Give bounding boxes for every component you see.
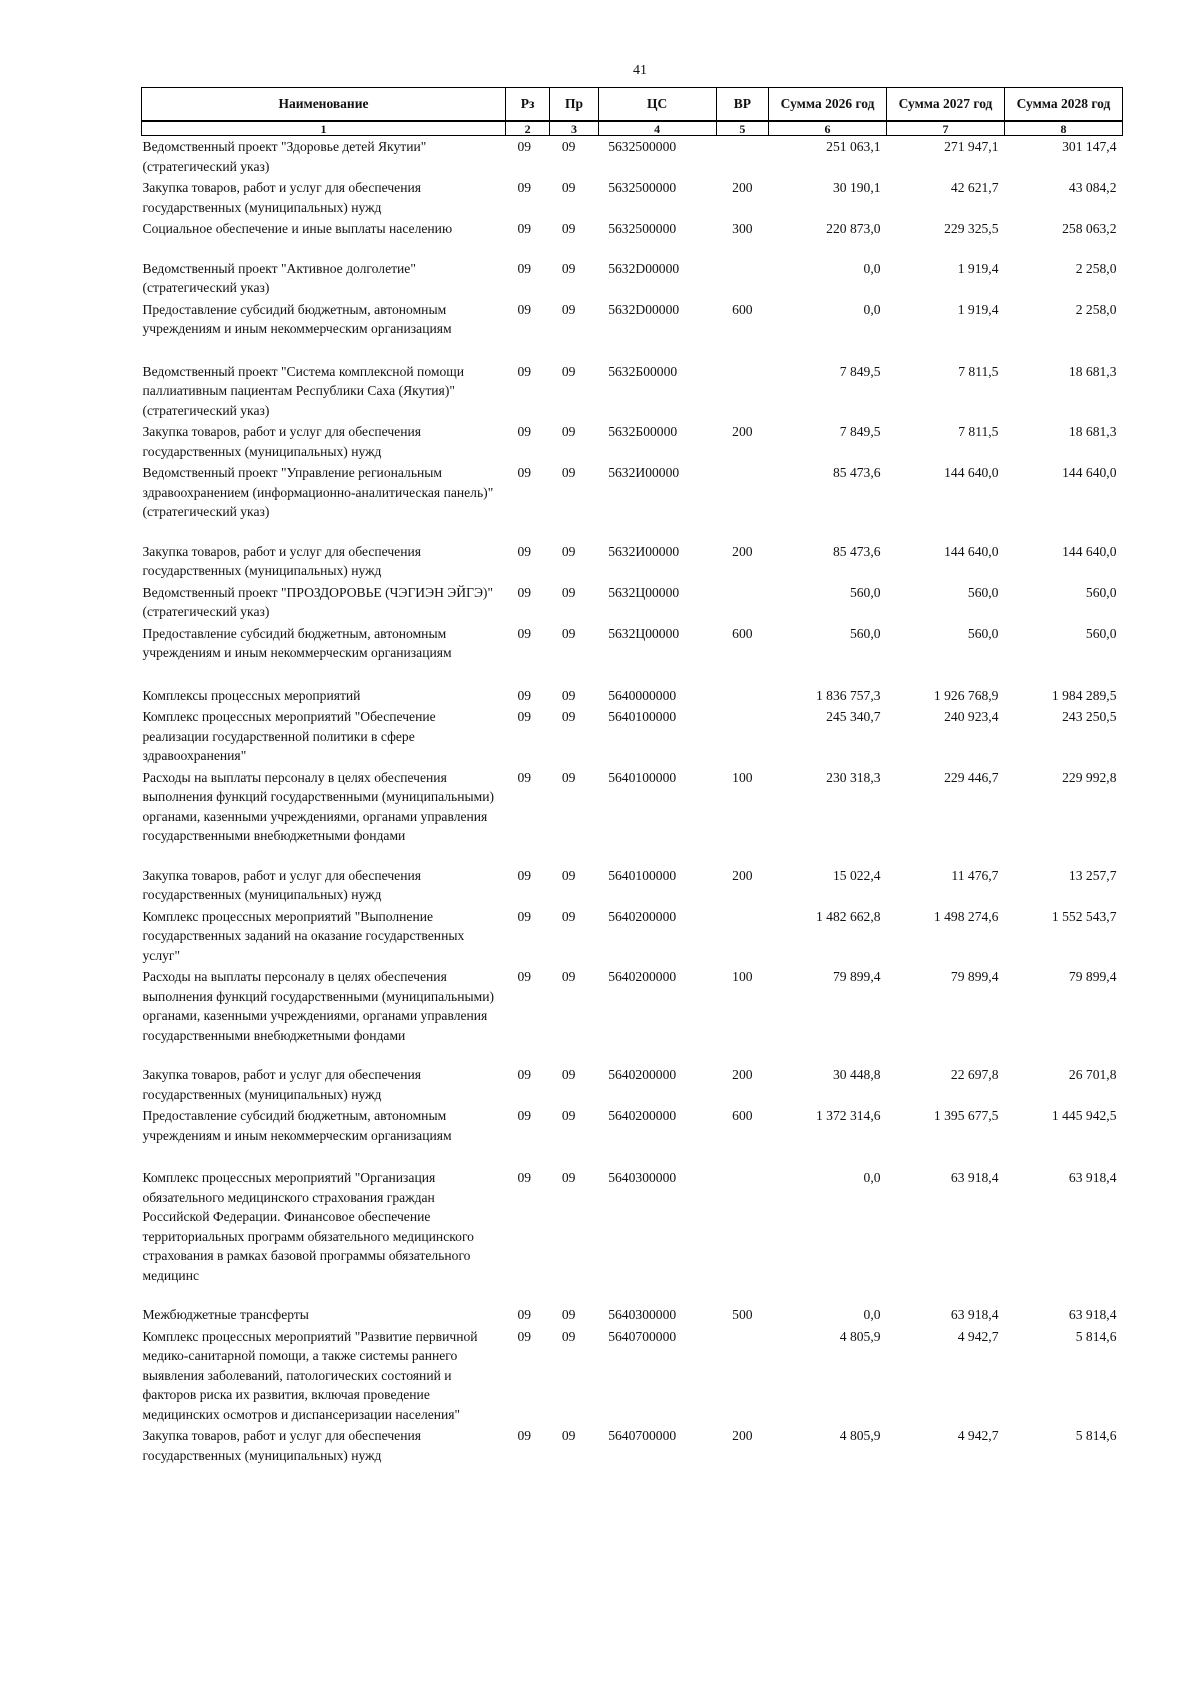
row-sum-2026: 0,0 (863, 1170, 881, 1185)
table-row (142, 865, 1123, 906)
row-cs: 5640700000 (608, 1428, 677, 1443)
row-cs: 5640200000 (608, 908, 677, 924)
row-vr (716, 1326, 768, 1426)
row-sum-2026: 79 899,4 (832, 969, 881, 984)
table-row (142, 966, 1123, 1064)
row-sum-2028: 301 147,4 (1062, 139, 1117, 154)
row-name: Закупка товаров, работ и услуг для обеспечения государственных (муниципальных) нужд (142, 424, 421, 459)
row-name: Закупка товаров, работ и услуг для обеспечения государственных (муниципальных) нужд (142, 180, 421, 215)
row-name: Закупка товаров, работ и услуг для обеспечения государственных (муниципальных) нужд (142, 1067, 421, 1102)
row-rz: 09 (517, 584, 532, 600)
row-sum-2027: 560,0 (967, 625, 999, 641)
row-vr (716, 706, 768, 767)
row-vr: 200 (732, 1428, 753, 1443)
row-rz: 09 (517, 465, 532, 480)
row-sum-2027: 1 498 274,6 (933, 908, 999, 924)
header-sum-2026: Сумма 2026 год (769, 88, 887, 122)
row-cs: 5640200000 (608, 1108, 677, 1123)
row-sum-2028: 560,0 (1085, 625, 1117, 641)
row-name: Ведомственный проект "Система комплексной помощи паллиативным пациентам Республики Саха (Якутия)" (стратегический указ) (142, 363, 464, 418)
row-vr (716, 906, 768, 967)
row-name: Предоставление субсидий бюджетным, автономным учреждениям и иным некоммерческим организациям (142, 1108, 452, 1143)
row-pr: 09 (561, 867, 576, 883)
column-number: 5 (716, 121, 768, 136)
row-vr: 200 (732, 867, 753, 883)
header-sum-2027: Сумма 2027 год (887, 88, 1005, 122)
row-name: Межбюджетные трансферты (142, 1307, 309, 1322)
row-vr (716, 361, 768, 422)
row-cs: 5632D00000 (608, 301, 680, 317)
header-sum-2028: Сумма 2028 год (1004, 88, 1122, 122)
table-row (142, 1425, 1123, 1466)
row-sum-2028: 144 640,0 (1062, 543, 1117, 559)
table-row (142, 421, 1123, 462)
row-sum-2028: 560,0 (1085, 584, 1117, 600)
header-pr: Пр (550, 88, 598, 122)
row-pr: 09 (561, 625, 576, 641)
row-pr: 09 (561, 769, 576, 785)
row-sum-2027: 144 640,0 (944, 465, 999, 480)
row-sum-2028: 13 257,7 (1068, 867, 1117, 883)
table-row (142, 1105, 1123, 1167)
row-vr: 100 (732, 769, 753, 785)
table-row (142, 706, 1123, 767)
row-cs: 5632Ц00000 (608, 625, 680, 641)
row-sum-2027: 4 942,7 (957, 1328, 999, 1344)
row-cs: 5640200000 (608, 969, 677, 984)
row-sum-2028: 63 918,4 (1068, 1307, 1117, 1322)
row-sum-2027: 79 899,4 (950, 969, 999, 984)
row-vr: 600 (732, 1108, 753, 1123)
row-sum-2027: 11 476,7 (951, 867, 999, 883)
row-pr: 09 (561, 687, 576, 703)
row-name: Комплекс процессных мероприятий "Обеспечение реализации государственной политики в сфере здравоохранения" (142, 709, 436, 763)
row-rz: 09 (517, 1067, 532, 1082)
row-sum-2026: 1 836 757,3 (815, 687, 881, 703)
row-vr: 200 (732, 180, 753, 195)
row-rz: 09 (517, 139, 532, 154)
row-sum-2028: 5 814,6 (1075, 1428, 1117, 1443)
row-pr: 09 (561, 221, 576, 236)
row-pr: 09 (561, 180, 576, 195)
row-vr: 500 (732, 1307, 753, 1322)
table-row (142, 1304, 1123, 1326)
row-sum-2027: 1 926 768,9 (933, 687, 999, 703)
row-sum-2026: 85 473,6 (832, 543, 881, 559)
row-rz: 09 (517, 1328, 532, 1344)
table-body (142, 136, 1123, 1467)
row-sum-2026: 0,0 (863, 1307, 881, 1322)
row-vr: 200 (732, 424, 753, 439)
row-pr: 09 (561, 1307, 576, 1322)
row-sum-2027: 229 325,5 (944, 221, 999, 236)
row-sum-2028: 1 984 289,5 (1051, 687, 1117, 703)
row-sum-2027: 63 918,4 (950, 1170, 999, 1185)
row-rz: 09 (517, 908, 532, 924)
row-sum-2026: 4 805,9 (839, 1428, 881, 1443)
row-sum-2026: 30 190,1 (832, 180, 881, 195)
row-cs: 5640300000 (608, 1170, 677, 1185)
row-cs: 5632Б00000 (608, 363, 678, 379)
row-pr: 09 (561, 363, 576, 379)
row-pr: 09 (561, 1170, 576, 1185)
table-row (142, 906, 1123, 967)
row-vr (716, 685, 768, 707)
budget-table (141, 87, 1123, 1466)
row-sum-2026: 7 849,5 (839, 424, 881, 439)
row-sum-2027: 271 947,1 (944, 139, 999, 154)
row-sum-2026: 7 849,5 (839, 363, 881, 379)
row-sum-2026: 230 318,3 (826, 769, 881, 785)
row-pr: 09 (561, 584, 576, 600)
row-name: Закупка товаров, работ и услуг для обеспечения государственных (муниципальных) нужд (142, 1428, 421, 1463)
table-header (142, 88, 1123, 136)
row-pr: 09 (561, 1328, 576, 1344)
row-name: Расходы на выплаты персоналу в целях обеспечения выполнения функций государственными (муниципальными) органами, казенными учреждениями, органами управления государственными внебюджетными фондами (142, 969, 495, 1043)
page-number: 41 (633, 63, 647, 78)
row-cs: 5632И00000 (608, 465, 680, 480)
row-vr (716, 462, 768, 541)
row-cs: 5640100000 (608, 709, 677, 724)
row-sum-2028: 79 899,4 (1068, 969, 1117, 984)
table-row (142, 361, 1123, 422)
table-row (142, 1326, 1123, 1426)
row-sum-2026: 251 063,1 (826, 139, 881, 154)
row-sum-2027: 1 919,4 (957, 301, 999, 317)
row-vr: 100 (732, 969, 753, 984)
row-cs: 5632500000 (608, 180, 677, 195)
row-sum-2028: 1 445 942,5 (1051, 1108, 1117, 1123)
row-sum-2028: 18 681,3 (1068, 363, 1117, 379)
row-vr: 200 (732, 1067, 753, 1082)
row-pr: 09 (561, 1428, 576, 1443)
table-row (142, 258, 1123, 299)
row-sum-2027: 1 395 677,5 (933, 1108, 999, 1123)
row-pr: 09 (561, 908, 576, 924)
table-row (142, 541, 1123, 582)
row-cs: 5632500000 (608, 221, 677, 236)
row-pr: 09 (561, 424, 576, 439)
row-rz: 09 (517, 260, 532, 276)
row-rz: 09 (517, 543, 532, 559)
column-number: 3 (550, 121, 598, 136)
table-row (142, 767, 1123, 865)
row-name: Закупка товаров, работ и услуг для обеспечения государственных (муниципальных) нужд (142, 867, 421, 902)
row-cs: 5632D00000 (608, 260, 680, 276)
row-sum-2026: 85 473,6 (832, 465, 881, 480)
row-cs: 5632И00000 (608, 543, 680, 559)
header-rz: Рз (505, 88, 549, 122)
row-vr: 200 (732, 543, 753, 559)
row-sum-2028: 63 918,4 (1068, 1170, 1117, 1185)
column-number: 6 (769, 121, 887, 136)
row-pr: 09 (561, 139, 576, 154)
row-sum-2026: 245 340,7 (826, 709, 881, 724)
row-sum-2027: 7 811,5 (958, 363, 999, 379)
column-number: 8 (1004, 121, 1122, 136)
row-rz: 09 (517, 625, 532, 641)
row-name: Закупка товаров, работ и услуг для обеспечения государственных (муниципальных) нужд (142, 543, 421, 578)
row-vr: 600 (732, 301, 753, 317)
row-sum-2027: 22 697,8 (950, 1067, 999, 1082)
row-pr: 09 (561, 301, 576, 317)
row-sum-2027: 7 811,5 (958, 424, 999, 439)
row-sum-2026: 15 022,4 (832, 867, 881, 883)
row-sum-2028: 18 681,3 (1068, 424, 1117, 439)
row-vr (716, 1167, 768, 1304)
row-sum-2026: 220 873,0 (826, 221, 881, 236)
row-sum-2027: 229 446,7 (944, 769, 999, 785)
row-rz: 09 (517, 221, 532, 236)
row-sum-2026: 0,0 (863, 260, 881, 276)
row-sum-2026: 30 448,8 (832, 1067, 881, 1082)
table-row (142, 623, 1123, 685)
row-name: Комплекс процессных мероприятий "Развитие первичной медико-санитарной помощи, а также системы раннего выявления заболеваний, патологических состояний и факторов риска их развития, включая проведение медицинских осмотров и диспансеризации населения" (142, 1328, 478, 1422)
row-vr (716, 258, 768, 299)
row-name: Расходы на выплаты персоналу в целях обеспечения выполнения функций государственными (муниципальными) органами, казенными учреждениями, органами управления государственными внебюджетными фондами (142, 769, 495, 843)
row-vr (716, 582, 768, 623)
row-sum-2026: 0,0 (863, 301, 881, 317)
row-sum-2027: 63 918,4 (950, 1307, 999, 1322)
row-pr: 09 (561, 260, 576, 276)
row-rz: 09 (517, 180, 532, 195)
row-vr: 600 (732, 625, 753, 641)
row-rz: 09 (517, 424, 532, 439)
row-pr: 09 (561, 969, 576, 984)
row-cs: 5640100000 (608, 867, 677, 883)
row-sum-2026: 4 805,9 (839, 1328, 881, 1344)
table-row (142, 462, 1123, 541)
row-name: Ведомственный проект "ПРОЗДОРОВЬЕ (ЧЭГИЭН ЭЙГЭ)" (стратегический указ) (142, 584, 494, 619)
row-sum-2027: 144 640,0 (944, 543, 999, 559)
row-sum-2028: 1 552 543,7 (1051, 908, 1117, 924)
row-sum-2028: 258 063,2 (1062, 221, 1117, 236)
table-row (142, 218, 1123, 258)
row-rz: 09 (517, 1170, 532, 1185)
row-name: Комплекс процессных мероприятий "Выполнение государственных заданий на оказание государственных услуг" (142, 908, 465, 963)
row-cs: 5640300000 (608, 1307, 677, 1322)
column-number: 4 (598, 121, 716, 136)
table-row (142, 177, 1123, 218)
column-number: 2 (505, 121, 549, 136)
row-name: Комплексы процессных мероприятий (142, 687, 361, 703)
header-vr: ВР (716, 88, 768, 122)
header-cs: ЦС (598, 88, 716, 122)
row-name: Предоставление субсидий бюджетным, автономным учреждениям и иным некоммерческим организациям (142, 625, 452, 660)
row-sum-2026: 1 372 314,6 (815, 1108, 881, 1123)
row-rz: 09 (517, 1307, 532, 1322)
row-sum-2026: 1 482 662,8 (815, 908, 881, 924)
column-number: 7 (887, 121, 1005, 136)
row-name: Предоставление субсидий бюджетным, автономным учреждениям и иным некоммерческим организациям (142, 301, 452, 336)
row-cs: 5632500000 (608, 139, 677, 154)
row-sum-2026: 560,0 (849, 584, 881, 600)
row-name: Социальное обеспечение и иные выплаты населению (142, 221, 453, 236)
row-name: Ведомственный проект "Активное долголетие" (стратегический указ) (142, 260, 416, 295)
row-sum-2027: 1 919,4 (957, 260, 999, 276)
row-vr (716, 136, 768, 178)
row-rz: 09 (517, 1108, 532, 1123)
column-numbers-row (142, 121, 1123, 136)
row-sum-2028: 43 084,2 (1068, 180, 1117, 195)
row-sum-2028: 2 258,0 (1075, 260, 1117, 276)
row-cs: 5640700000 (608, 1328, 677, 1344)
row-rz: 09 (517, 867, 532, 883)
row-sum-2028: 26 701,8 (1068, 1067, 1117, 1082)
row-cs: 5632Б00000 (608, 424, 678, 439)
row-rz: 09 (517, 687, 532, 703)
header-name: Наименование (142, 88, 506, 122)
row-cs: 5640000000 (608, 687, 677, 703)
row-name: Ведомственный проект "Управление региональным здравоохранением (информационно-аналитическая панель)" (стратегический указ) (142, 465, 494, 519)
row-name: Комплекс процессных мероприятий "Организация обязательного медицинского страхования граждан Российской Федерации. Финансовое обеспечение территориальных программ обязательного медицинского страхования в рамках базовой программы обязательного медицинс (142, 1170, 474, 1283)
row-rz: 09 (517, 363, 532, 379)
row-vr: 300 (732, 221, 753, 236)
row-cs: 5632Ц00000 (608, 584, 680, 600)
table-row (142, 299, 1123, 361)
row-pr: 09 (561, 543, 576, 559)
row-sum-2027: 4 942,7 (957, 1428, 999, 1443)
row-pr: 09 (561, 465, 576, 480)
row-sum-2028: 243 250,5 (1062, 709, 1117, 724)
row-sum-2028: 2 258,0 (1075, 301, 1117, 317)
column-number: 1 (142, 121, 506, 136)
row-cs: 5640100000 (608, 769, 677, 785)
row-sum-2027: 560,0 (967, 584, 999, 600)
row-rz: 09 (517, 969, 532, 984)
row-name: Ведомственный проект "Здоровье детей Якутии" (стратегический указ) (142, 139, 427, 174)
table-row (142, 685, 1123, 707)
row-rz: 09 (517, 1428, 532, 1443)
table-row (142, 1064, 1123, 1105)
row-rz: 09 (517, 301, 532, 317)
row-sum-2027: 240 923,4 (944, 709, 999, 724)
row-pr: 09 (561, 709, 576, 724)
row-sum-2028: 5 814,6 (1075, 1328, 1117, 1344)
table-row (142, 1167, 1123, 1304)
table-row (142, 582, 1123, 623)
row-sum-2028: 144 640,0 (1062, 465, 1117, 480)
row-pr: 09 (561, 1108, 576, 1123)
row-pr: 09 (561, 1067, 576, 1082)
row-sum-2026: 560,0 (849, 625, 881, 641)
row-sum-2028: 229 992,8 (1062, 769, 1117, 785)
row-cs: 5640200000 (608, 1067, 677, 1082)
table-row (142, 136, 1123, 178)
row-rz: 09 (517, 769, 532, 785)
row-rz: 09 (517, 709, 532, 724)
row-sum-2027: 42 621,7 (950, 180, 999, 195)
